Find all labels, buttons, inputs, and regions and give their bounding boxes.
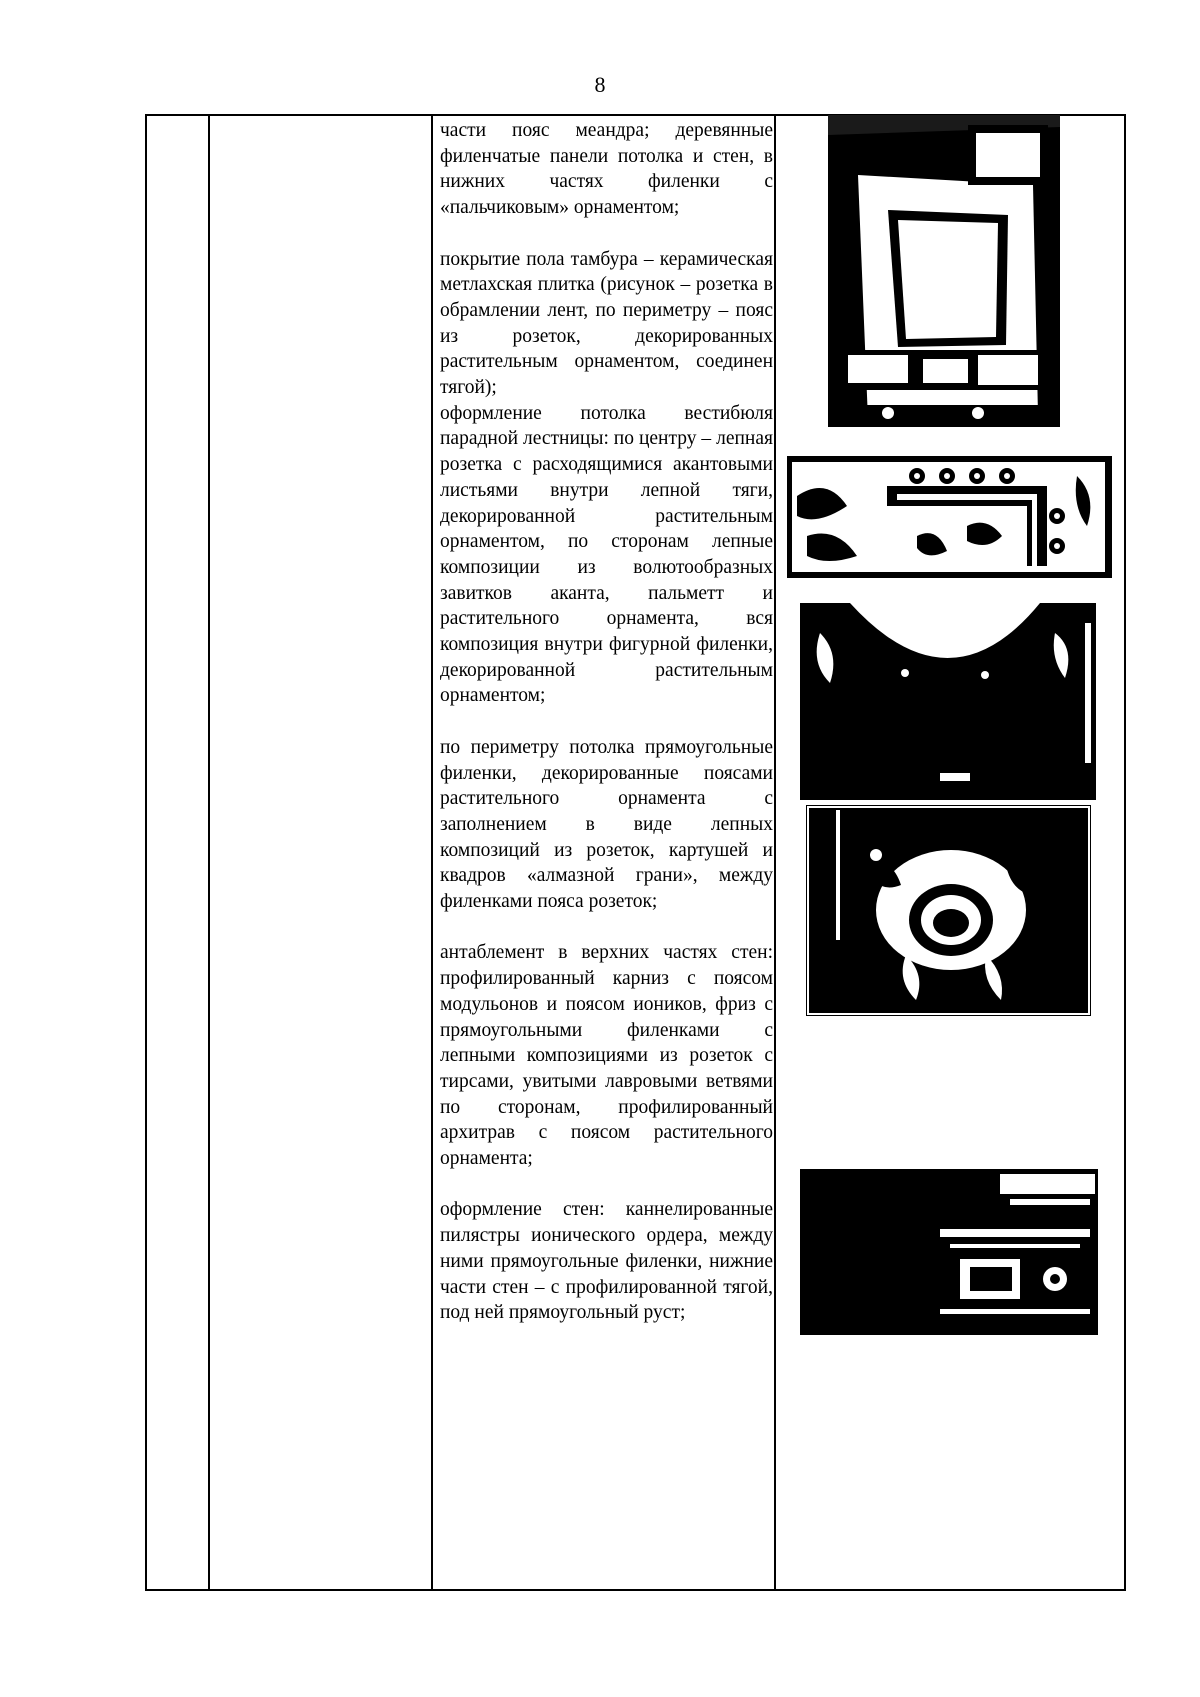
- photo-tambour-panels: [828, 115, 1060, 427]
- paragraph-walls: оформление стен: каннелированные пилястры ионического ордера, между ними прямоугольные филенки, нижние части стен – с профилированной тягой, под ней прямоугольный руст;: [440, 1199, 773, 1324]
- photo-ceiling-rosette: [806, 805, 1091, 1016]
- photo-ceiling-vestibule: [800, 603, 1096, 800]
- photo-floor-tiles: [787, 456, 1112, 578]
- paragraph-entablature: антаблемент в верхних частях стен: профилированный карниз с поясом модульонов и поясом иоников, фриз с прямоугольными филенками с лепными композициями из розеток с тирсами, увитыми лавровыми ветвями по сторонам, профилированный архитрав с поясом растительного орнамента;: [440, 942, 773, 1170]
- table-column-divider: [431, 116, 433, 1589]
- description-text-cell: [440, 118, 773, 1326]
- table-column-divider: [774, 116, 776, 1589]
- paragraph-wall-panels: части пояс меандра; деревянные филенчатые панели потолка и стен, в нижних частях филенки с «пальчиковым» орнаментом;: [440, 120, 773, 219]
- paragraph-floor-tiles: покрытие пола тамбура – керамическая метлахская плитка (рисунок – розетка в обрамлении лент, по периметру – пояс из розеток, декорированных растительным орнаментом, соединен тягой);: [440, 248, 773, 399]
- paragraph-ceiling-vestibule: оформление потолка вестибюля парадной лестницы: по центру – лепная розетка с расходящимися акантовыми листьями внутри лепной тяги, декорированной растительным орнаментом, по сторонам лепные композиции из волютообразных завитков аканта, пальметт и растительного орнамента, вся композиция внутри фигурной филенки, декорированной растительным орнаментом;: [440, 402, 773, 707]
- paragraph-ceiling-perimeter: по периметру потолка прямоугольные филенки, декорированные поясами растительного орнамента с заполнением в виде лепных композиций из розеток, картушей и квадров «алмазной грани», между филенками пояса розеток;: [440, 736, 773, 913]
- photo-entablature: [800, 1169, 1098, 1335]
- page-number: 8: [594, 72, 606, 97]
- table-column-divider: [208, 116, 210, 1589]
